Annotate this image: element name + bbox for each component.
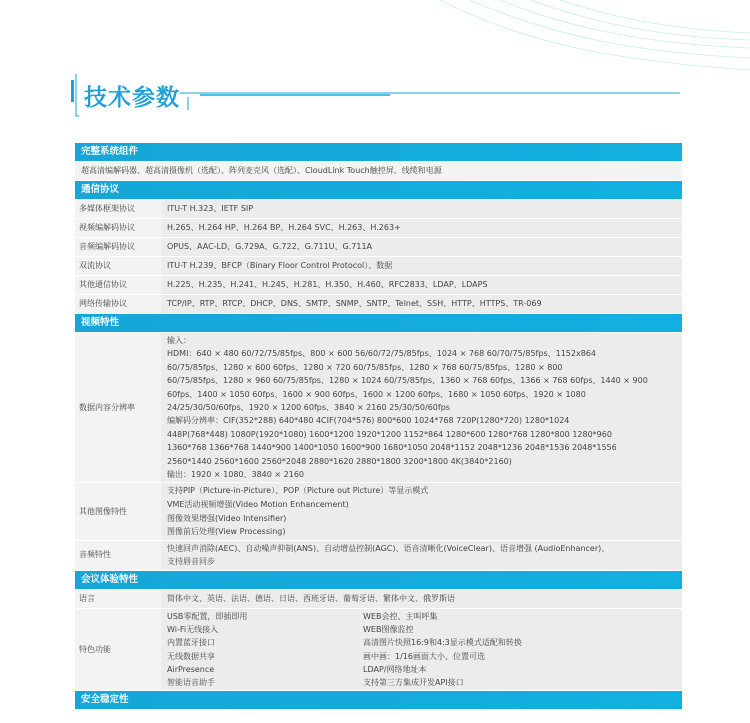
feature-item: 内置蓝牙接口 [167,638,215,648]
row-value: TCP/IP、RTP、RTCP、DHCP、DNS、SMTP、SNMP、SNTP、Telnet、SSH、HTTP、HTTPS、TR-069 [161,295,682,313]
row-value: ITU-T H.323、IETF SIP [161,200,682,218]
line: 支持PIP（Picture-in-Picture）、POP（Picture out Picture）等显示模式 [167,486,429,496]
row-label: 音频特性 [75,541,161,570]
line: 支持唇音同步 [167,557,215,567]
system-components: 超高清编解码器、超高清摄像机（选配）、阵列麦克风（选配）、CloudLink Touch触控屏、线缆和电源 [75,162,682,181]
feature-column-left [167,610,363,689]
section-header-video: 视频特性 [75,314,682,332]
section-header-system: 完整系统组件 [75,143,682,161]
row-label: 网络传输协议 [75,295,161,313]
line: 输入： [167,336,191,345]
row-label: 其他通信协议 [75,276,161,294]
row-label: 语言 [75,590,161,608]
line: 1360*768 1366*768 1440*900 1400*1050 1600*900 1680*1050 2048*1152 2048*1236 2048*1536 2048*1556 [167,443,617,453]
line: 输出：1920 × 1080、3840 × 2160 [167,470,305,480]
row-value: H.265、H.264 HP、H.264 BP、H.264 SVC、H.263、H.263+ [161,219,682,237]
line: 448P(768*448) 1080P(1920*1080) 1600*1200 1920*1200 1152*864 1280*600 1280*768 1280*800 1280*960 [167,429,612,439]
row-label: 数据内容分辨率 [75,333,161,482]
row-value [161,609,682,690]
row-value [161,483,682,539]
spec-table [75,143,682,710]
row-label: 其他图像特性 [75,483,161,539]
table-row-features [75,609,682,691]
line: 快速回声消除(AEC)、自动噪声抑制(ANS)、自动增益控制(AGC)、语音清晰化(VoiceClear)、语音增强 (AudioEnhancer)、 [167,543,610,553]
line: 图像前后处理(View Processing) [167,527,286,537]
line: 60/75/85fps、1280 × 600 60fps、1280 × 720 60/75/85fps、1280 × 768 60/75/85fps、1280 × 800 [167,362,563,372]
page-title: 技术参数 [84,85,180,111]
feature-item: 智能语音助手 [167,678,215,688]
row-label: 特色功能 [75,609,161,690]
table-row [75,257,682,276]
row-value: ITU-T H.239、BFCP（Binary Floor Control Protocol）、数据 [161,257,682,275]
table-row [75,295,682,314]
table-row-resolution [75,333,682,483]
feature-column-right [363,610,559,689]
feature-item: LDAP/网络地址本 [363,664,427,674]
row-label: 多媒体框架协议 [75,200,161,218]
table-row [75,276,682,295]
row-label: 视频编解码协议 [75,219,161,237]
row-value [161,333,682,482]
feature-item: USB零配置，即插即用 [167,612,248,622]
feature-item: WEB会控、主叫呼集 [363,612,438,622]
line: 60/75/85fps、1280 × 960 60/75/85fps、1280 × 1024 60/75/85fps、1360 × 768 60fps、1366 × 768 60fps、1440 × 900 [167,376,648,386]
row-value [161,541,682,570]
row-label: 音频编解码协议 [75,238,161,256]
row-value: OPUS、AAC-LD、G.729A、G.722、G.711U、G.711A [161,238,682,256]
feature-item: Wi-Fi无线接入 [167,625,219,635]
section-header-experience: 会议体验特性 [75,571,682,589]
feature-item: AirPresence [167,664,215,674]
line: 60fps、1400 × 1050 60fps、1600 × 900 60fps、1600 × 1200 60fps、1680 × 1050 60fps、1920 × 1080 [167,389,586,399]
feature-item: 无线数据共享 [167,651,215,661]
feature-item: WEB图像监控 [363,625,414,635]
line: 2560*1440 2560*1600 2560*2048 2880*1620 2880*1800 3200*1800 4K(3840*2160) [167,456,512,466]
feature-item: 支持第三方集成开发API接口 [363,678,464,688]
table-row [75,200,682,219]
line: 图像效果增强(Video Intensifier) [167,513,287,523]
line: 编解码分辨率：CIF(352*288) 640*480 4CIF(704*576) 800*600 1024*768 720P(1280*720) 1280*1024 [167,416,570,426]
table-row [75,219,682,238]
section-header-security: 安全稳定性 [75,691,682,709]
feature-item: 画中画：1/16画面大小、位置可选 [363,651,485,661]
line: VME活动视频增强(Video Motion Enhancement) [167,500,349,510]
line: HDMI：640 × 480 60/72/75/85fps、800 × 600 56/60/72/75/85fps、1024 × 768 60/70/75/85fps、1152x864 [167,349,596,359]
table-row-language [75,590,682,609]
row-label: 双流协议 [75,257,161,275]
section-header-protocols: 通信协议 [75,181,682,199]
row-value: H.225、H.235、H.241、H.245、H.281、H.350、H.460、RFC2833、LDAP、LDAPS [161,276,682,294]
table-row-image-features [75,483,682,540]
table-row [75,238,682,257]
table-row-audio-features [75,541,682,571]
feature-item: 高清图片快照16:9和4:3显示模式适配和转换 [363,638,522,648]
line: 24/25/30/50/60fps、1920 × 1200 60fps、3840 × 2160 25/30/50/60fps [167,403,450,413]
row-value: 简体中文、英语、法语、德语、日语、西班牙语、葡萄牙语、繁体中文、俄罗斯语 [161,590,682,608]
